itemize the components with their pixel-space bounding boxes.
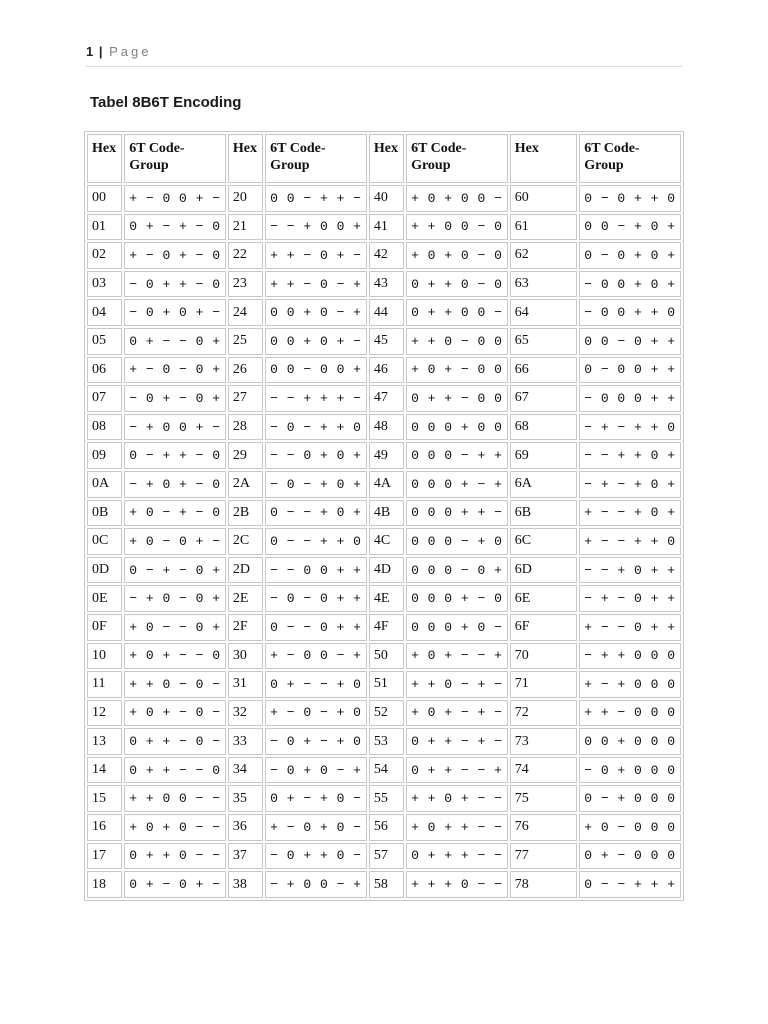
code-group-cell: 0 − 0 0 + + (579, 357, 681, 384)
hex-cell: 0C (87, 528, 122, 555)
hex-cell: 02 (87, 242, 122, 269)
hex-cell: 68 (510, 414, 577, 441)
code-group-cell: − + + 0 0 0 (579, 643, 681, 670)
code-group-cell: + − 0 + − 0 (124, 242, 226, 269)
hex-cell: 67 (510, 385, 577, 412)
hex-cell: 45 (369, 328, 404, 355)
hex-cell: 20 (228, 185, 263, 212)
code-group-cell: + + 0 − + − (406, 671, 508, 698)
hex-cell: 47 (369, 385, 404, 412)
hex-cell: 58 (369, 871, 404, 898)
code-group-cell: 0 + + 0 0 − (406, 299, 508, 326)
hex-cell: 32 (228, 700, 263, 727)
code-group-cell: 0 + − + 0 − (265, 785, 367, 812)
table-row (87, 385, 681, 412)
code-group-cell: − 0 + 0 + − (124, 299, 226, 326)
hex-cell: 26 (228, 357, 263, 384)
hex-cell: 29 (228, 442, 263, 469)
code-group-cell: + − − 0 + + (579, 614, 681, 641)
hex-cell: 14 (87, 757, 122, 784)
hex-cell: 21 (228, 214, 263, 241)
hex-cell: 0A (87, 471, 122, 498)
hex-cell: 4E (369, 585, 404, 612)
code-group-cell: 0 − 0 + 0 + (579, 242, 681, 269)
code-group-cell: − 0 + + 0 − (265, 843, 367, 870)
code-group-cell: − + − + + 0 (579, 414, 681, 441)
hex-cell: 2D (228, 557, 263, 584)
hex-cell: 57 (369, 843, 404, 870)
code-group-cell: 0 0 0 + 0 − (406, 614, 508, 641)
hex-cell: 78 (510, 871, 577, 898)
hex-cell: 25 (228, 328, 263, 355)
code-group-cell: 0 0 0 + + − (406, 500, 508, 527)
code-group-cell: − − + 0 0 + (265, 214, 367, 241)
hex-cell: 37 (228, 843, 263, 870)
code-group-cell: + 0 + − − + (406, 643, 508, 670)
hex-cell: 28 (228, 414, 263, 441)
code-group-cell: 0 + + − 0 0 (406, 385, 508, 412)
hex-cell: 11 (87, 671, 122, 698)
code-group-cell: 0 0 0 + − + (406, 471, 508, 498)
hex-cell: 30 (228, 643, 263, 670)
code-group-cell: − 0 + 0 0 0 (579, 757, 681, 784)
hex-cell: 10 (87, 643, 122, 670)
hex-cell: 17 (87, 843, 122, 870)
code-group-cell: + − 0 + 0 − (265, 814, 367, 841)
code-group-cell: − − + + 0 + (579, 442, 681, 469)
code-group-cell: 0 − − + + 0 (265, 528, 367, 555)
code-group-cell: 0 0 + 0 0 0 (579, 728, 681, 755)
hex-cell: 60 (510, 185, 577, 212)
table-row (87, 242, 681, 269)
hex-cell: 49 (369, 442, 404, 469)
hex-cell: 0B (87, 500, 122, 527)
code-group-cell: 0 + − 0 0 0 (579, 843, 681, 870)
column-header: 6T Code-Group (579, 134, 681, 183)
hex-cell: 27 (228, 385, 263, 412)
code-group-cell: + + 0 0 − − (124, 785, 226, 812)
table-row (87, 757, 681, 784)
table-row (87, 614, 681, 641)
code-group-cell: + − 0 0 − + (265, 643, 367, 670)
code-group-cell: 0 − 0 + + 0 (579, 185, 681, 212)
hex-cell: 6C (510, 528, 577, 555)
code-group-cell: + − + 0 0 0 (579, 671, 681, 698)
hex-cell: 42 (369, 242, 404, 269)
hex-cell: 05 (87, 328, 122, 355)
code-group-cell: − + − 0 + + (579, 585, 681, 612)
code-group-cell: 0 0 − + 0 + (579, 214, 681, 241)
hex-cell: 03 (87, 271, 122, 298)
hex-cell: 65 (510, 328, 577, 355)
code-group-cell: − − 0 0 + + (265, 557, 367, 584)
code-group-cell: − 0 + − 0 + (124, 385, 226, 412)
code-group-cell: 0 0 0 + 0 0 (406, 414, 508, 441)
column-header: Hex (369, 134, 404, 183)
code-group-cell: − 0 + + − 0 (124, 271, 226, 298)
code-group-cell: + + − 0 + − (265, 242, 367, 269)
hex-cell: 6F (510, 614, 577, 641)
hex-cell: 38 (228, 871, 263, 898)
code-group-cell: 0 + − − 0 + (124, 328, 226, 355)
code-group-cell: − − + 0 + + (579, 557, 681, 584)
hex-cell: 4D (369, 557, 404, 584)
hex-cell: 6A (510, 471, 577, 498)
table-row (87, 471, 681, 498)
code-group-cell: 0 + + − 0 − (124, 728, 226, 755)
hex-cell: 50 (369, 643, 404, 670)
code-group-cell: 0 0 + 0 − + (265, 299, 367, 326)
table-row (87, 442, 681, 469)
hex-cell: 00 (87, 185, 122, 212)
hex-cell: 53 (369, 728, 404, 755)
hex-cell: 2A (228, 471, 263, 498)
code-group-cell: + 0 + + − − (406, 814, 508, 841)
code-group-cell: + + − 0 − + (265, 271, 367, 298)
hex-cell: 24 (228, 299, 263, 326)
code-group-cell: − + 0 − 0 + (124, 585, 226, 612)
table-row (87, 185, 681, 212)
code-group-cell: − 0 − 0 + + (265, 585, 367, 612)
table-row (87, 271, 681, 298)
hex-cell: 22 (228, 242, 263, 269)
code-group-cell: − 0 − + 0 + (265, 471, 367, 498)
hex-cell: 54 (369, 757, 404, 784)
hex-cell: 62 (510, 242, 577, 269)
hex-cell: 44 (369, 299, 404, 326)
hex-cell: 4B (369, 500, 404, 527)
hex-cell: 07 (87, 385, 122, 412)
code-group-cell: 0 + + − + − (406, 728, 508, 755)
table-row (87, 814, 681, 841)
hex-cell: 4C (369, 528, 404, 555)
hex-cell: 06 (87, 357, 122, 384)
hex-cell: 73 (510, 728, 577, 755)
hex-cell: 23 (228, 271, 263, 298)
table-row (87, 700, 681, 727)
code-group-cell: 0 − − + 0 + (265, 500, 367, 527)
code-group-cell: 0 0 − 0 + + (579, 328, 681, 355)
code-group-cell: 0 0 − 0 0 + (265, 357, 367, 384)
code-group-cell: − + − + 0 + (579, 471, 681, 498)
column-header: 6T Code-Group (124, 134, 226, 183)
table-row (87, 557, 681, 584)
encoding-table (84, 131, 684, 901)
hex-cell: 40 (369, 185, 404, 212)
hex-cell: 51 (369, 671, 404, 698)
code-group-cell: 0 + + 0 − − (124, 843, 226, 870)
column-header: Hex (510, 134, 577, 183)
code-group-cell: + + − 0 0 0 (579, 700, 681, 727)
table-row (87, 500, 681, 527)
hex-cell: 15 (87, 785, 122, 812)
hex-cell: 08 (87, 414, 122, 441)
code-group-cell: 0 + + − − + (406, 757, 508, 784)
table-row (87, 843, 681, 870)
hex-cell: 74 (510, 757, 577, 784)
table-row (87, 871, 681, 898)
hex-cell: 0F (87, 614, 122, 641)
code-group-cell: 0 0 0 − 0 + (406, 557, 508, 584)
code-group-cell: + 0 + 0 − 0 (406, 242, 508, 269)
hex-cell: 72 (510, 700, 577, 727)
code-group-cell: + 0 + 0 − − (124, 814, 226, 841)
code-group-cell: − 0 + 0 − + (265, 757, 367, 784)
hex-cell: 35 (228, 785, 263, 812)
code-group-cell: − 0 + − + 0 (265, 728, 367, 755)
hex-cell: 2C (228, 528, 263, 555)
hex-cell: 48 (369, 414, 404, 441)
table-row (87, 328, 681, 355)
hex-cell: 66 (510, 357, 577, 384)
hex-cell: 6E (510, 585, 577, 612)
hex-cell: 71 (510, 671, 577, 698)
table-body (87, 185, 681, 898)
code-group-cell: 0 − − + + + (579, 871, 681, 898)
code-group-cell: + + 0 + − − (406, 785, 508, 812)
table-header-row (87, 134, 681, 183)
code-group-cell: 0 − + − 0 + (124, 557, 226, 584)
hex-cell: 33 (228, 728, 263, 755)
table-row (87, 585, 681, 612)
code-group-cell: + − 0 − 0 + (124, 357, 226, 384)
code-group-cell: − + 0 0 + − (124, 414, 226, 441)
code-group-cell: 0 0 0 + − 0 (406, 585, 508, 612)
hex-cell: 75 (510, 785, 577, 812)
table-row (87, 528, 681, 555)
code-group-cell: + − − + + 0 (579, 528, 681, 555)
hex-cell: 46 (369, 357, 404, 384)
hex-cell: 09 (87, 442, 122, 469)
hex-cell: 56 (369, 814, 404, 841)
page-number: 1 (86, 44, 94, 59)
code-group-cell: 0 − + + − 0 (124, 442, 226, 469)
code-group-cell: 0 0 0 − + 0 (406, 528, 508, 555)
table-row (87, 357, 681, 384)
hex-cell: 4A (369, 471, 404, 498)
page-header (86, 44, 682, 67)
table-row (87, 299, 681, 326)
table-row (87, 414, 681, 441)
code-group-cell: − − + + + − (265, 385, 367, 412)
hex-cell: 55 (369, 785, 404, 812)
code-group-cell: 0 − − 0 + + (265, 614, 367, 641)
page-label: Page (109, 44, 152, 59)
column-header: Hex (87, 134, 122, 183)
table-row (87, 214, 681, 241)
code-group-cell: 0 + + − − 0 (124, 757, 226, 784)
code-group-cell: − + 0 + − 0 (124, 471, 226, 498)
code-group-cell: + 0 + 0 0 − (406, 185, 508, 212)
hex-cell: 43 (369, 271, 404, 298)
code-group-cell: + 0 + − 0 − (124, 700, 226, 727)
hex-cell: 04 (87, 299, 122, 326)
code-group-cell: + − 0 0 + − (124, 185, 226, 212)
code-group-cell: + + 0 0 − 0 (406, 214, 508, 241)
hex-cell: 63 (510, 271, 577, 298)
hex-cell: 0E (87, 585, 122, 612)
code-group-cell: − − 0 + 0 + (265, 442, 367, 469)
code-group-cell: 0 + − + − 0 (124, 214, 226, 241)
hex-cell: 31 (228, 671, 263, 698)
hex-cell: 4F (369, 614, 404, 641)
column-header: Hex (228, 134, 263, 183)
code-group-cell: 0 + − 0 + − (124, 871, 226, 898)
code-group-cell: + 0 + − 0 0 (406, 357, 508, 384)
code-group-cell: 0 0 + 0 + − (265, 328, 367, 355)
code-group-cell: + 0 + − − 0 (124, 643, 226, 670)
code-group-cell: + + 0 − 0 0 (406, 328, 508, 355)
hex-cell: 69 (510, 442, 577, 469)
hex-cell: 70 (510, 643, 577, 670)
hex-cell: 2B (228, 500, 263, 527)
code-group-cell: − + 0 0 − + (265, 871, 367, 898)
column-header: 6T Code-Group (265, 134, 367, 183)
hex-cell: 16 (87, 814, 122, 841)
code-group-cell: 0 + + + − − (406, 843, 508, 870)
hex-cell: 34 (228, 757, 263, 784)
code-group-cell: − 0 0 + + 0 (579, 299, 681, 326)
table-row (87, 785, 681, 812)
hex-cell: 6D (510, 557, 577, 584)
hex-cell: 01 (87, 214, 122, 241)
code-group-cell: + 0 − 0 0 0 (579, 814, 681, 841)
hex-cell: 77 (510, 843, 577, 870)
code-group-cell: 0 0 − + + − (265, 185, 367, 212)
hex-cell: 2E (228, 585, 263, 612)
hex-cell: 41 (369, 214, 404, 241)
hex-cell: 76 (510, 814, 577, 841)
code-group-cell: 0 + + 0 − 0 (406, 271, 508, 298)
hex-cell: 64 (510, 299, 577, 326)
code-group-cell: + 0 + − + − (406, 700, 508, 727)
code-group-cell: + 0 − − 0 + (124, 614, 226, 641)
hex-cell: 13 (87, 728, 122, 755)
hex-cell: 12 (87, 700, 122, 727)
hex-cell: 0D (87, 557, 122, 584)
code-group-cell: + − − + 0 + (579, 500, 681, 527)
code-group-cell: + + + 0 − − (406, 871, 508, 898)
code-group-cell: 0 − + 0 0 0 (579, 785, 681, 812)
hex-cell: 36 (228, 814, 263, 841)
code-group-cell: + − 0 − + 0 (265, 700, 367, 727)
page-separator: | (98, 44, 103, 59)
hex-cell: 6B (510, 500, 577, 527)
hex-cell: 18 (87, 871, 122, 898)
code-group-cell: + 0 − + − 0 (124, 500, 226, 527)
code-group-cell: 0 + − − + 0 (265, 671, 367, 698)
hex-cell: 2F (228, 614, 263, 641)
hex-cell: 52 (369, 700, 404, 727)
table-row (87, 671, 681, 698)
table-row (87, 643, 681, 670)
code-group-cell: + + 0 − 0 − (124, 671, 226, 698)
code-group-cell: 0 0 0 − + + (406, 442, 508, 469)
table-row (87, 728, 681, 755)
document-title: Tabel 8B6T Encoding (90, 94, 242, 111)
column-header: 6T Code-Group (406, 134, 508, 183)
hex-cell: 61 (510, 214, 577, 241)
code-group-cell: − 0 − + + 0 (265, 414, 367, 441)
code-group-cell: + 0 − 0 + − (124, 528, 226, 555)
code-group-cell: − 0 0 0 + + (579, 385, 681, 412)
code-group-cell: − 0 0 + 0 + (579, 271, 681, 298)
